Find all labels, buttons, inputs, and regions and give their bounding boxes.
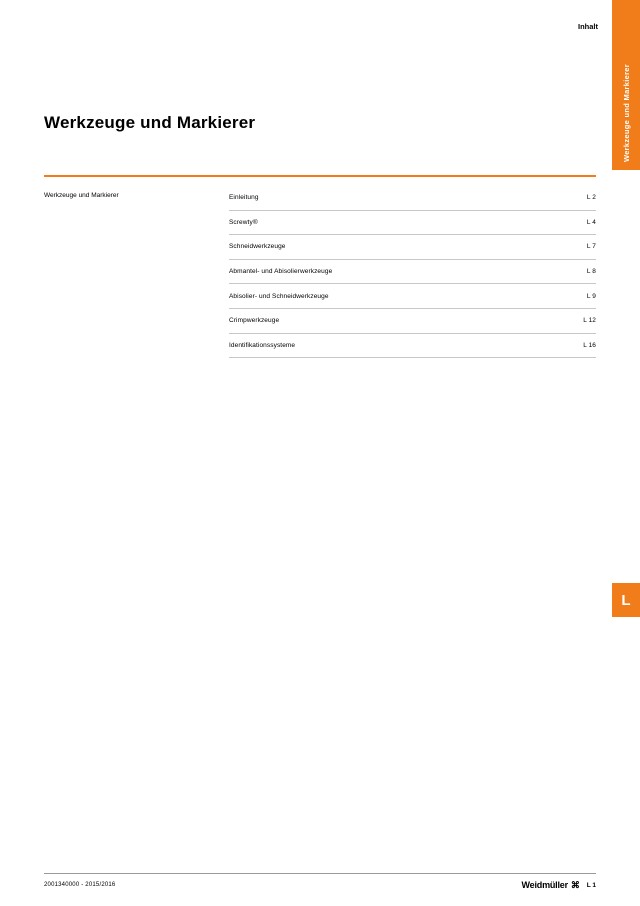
- toc-entry-title: Identifikationssysteme: [229, 341, 296, 349]
- toc-row[interactable]: [229, 260, 596, 285]
- toc-entry-page: L 12: [583, 317, 596, 325]
- table-of-contents: [229, 186, 596, 358]
- footer-right-group: [522, 881, 596, 890]
- toc-entry-title: Screwty®: [229, 218, 258, 226]
- toc-entry-title: Crimpwerkzeuge: [229, 317, 280, 325]
- toc-entry-title: Abmantel- und Abisolierwerkzeuge: [229, 268, 333, 276]
- side-tab-label-text: Werkzeuge und Markierer: [621, 63, 631, 162]
- toc-entry-page: L 8: [586, 268, 596, 276]
- side-tab-label: [612, 0, 640, 170]
- toc-row[interactable]: [229, 211, 596, 236]
- toc-row[interactable]: [229, 186, 596, 211]
- toc-row[interactable]: [229, 235, 596, 260]
- toc-entry-page: L 2: [586, 194, 596, 202]
- brand-name: Weidmüller: [521, 880, 568, 890]
- title-divider: [44, 175, 596, 177]
- toc-row[interactable]: [229, 334, 596, 359]
- toc-entry-title: Schneidwerkzeuge: [229, 243, 286, 251]
- footer-divider: [44, 873, 596, 874]
- toc-entry-page: L 9: [586, 292, 596, 300]
- toc-entry-title: Einleitung: [229, 194, 259, 202]
- footer-document-code: 2001340000 - 2015/2016: [44, 882, 116, 888]
- toc-entry-page: L 16: [583, 341, 596, 349]
- toc-entry-title: Abisolier- und Schneidwerkzeuge: [229, 292, 329, 300]
- section-label: Werkzeuge und Markierer: [44, 192, 119, 199]
- footer-page-number: L 1: [586, 881, 596, 889]
- toc-entry-page: L 7: [586, 243, 596, 251]
- toc-row[interactable]: [229, 309, 596, 334]
- header-inhalt-label: Inhalt: [578, 22, 598, 31]
- page-title: Werkzeuge und Markierer: [44, 113, 256, 133]
- toc-row[interactable]: [229, 284, 596, 309]
- toc-entry-page: L 4: [586, 218, 596, 226]
- brand-logo: [522, 881, 580, 890]
- brand-mark-icon: ⌘: [570, 880, 580, 890]
- side-tab-letter-box: [612, 583, 640, 617]
- side-tab-letter: L: [621, 591, 631, 609]
